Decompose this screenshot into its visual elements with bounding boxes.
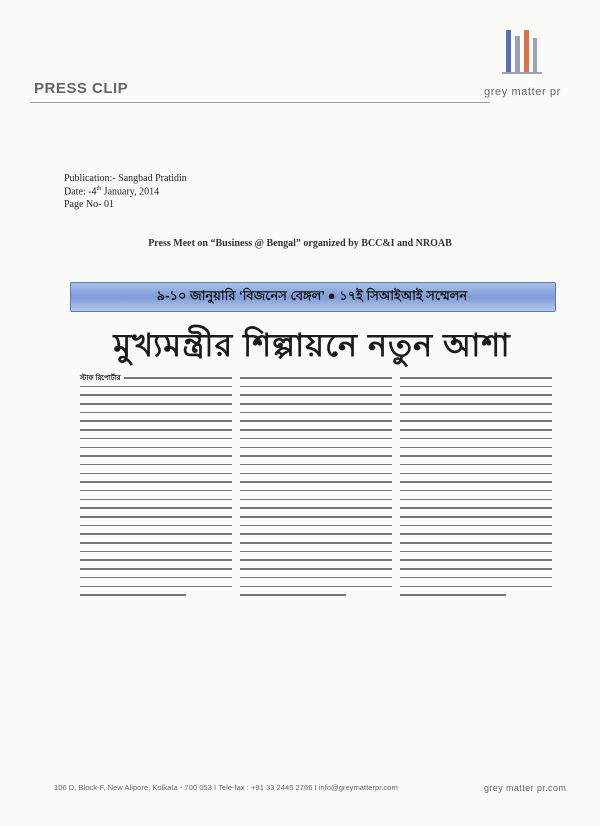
text-line: [240, 559, 392, 561]
text-line: [240, 551, 392, 553]
text-line: [80, 386, 232, 388]
press-clip-label: PRESS CLIP: [34, 80, 129, 97]
text-line: [400, 464, 552, 466]
text-line: [80, 507, 232, 509]
date-ordinal: th: [96, 186, 102, 192]
text-line: [80, 412, 232, 414]
text-line: [80, 586, 232, 588]
text-line: [400, 377, 552, 379]
text-line: [240, 473, 392, 475]
text-line: [80, 525, 232, 527]
text-line: [400, 499, 552, 501]
footer-website: grey matter pr.com: [484, 783, 567, 793]
text-line: [400, 594, 506, 596]
text-line: [400, 438, 552, 440]
text-line: [80, 429, 232, 431]
text-line: [400, 490, 552, 492]
text-line: [400, 420, 552, 422]
text-line: [240, 586, 392, 588]
text-line: [240, 455, 392, 457]
text-line: [400, 559, 552, 561]
brand-name: grey matter pr: [484, 86, 561, 98]
article-column-2: [240, 377, 392, 603]
text-line: [80, 420, 232, 422]
text-line: [80, 438, 232, 440]
text-line: [240, 464, 392, 466]
text-line: [400, 525, 552, 527]
date-line: [64, 186, 159, 197]
text-line: [80, 577, 232, 579]
text-line: [80, 594, 186, 596]
text-line: [240, 394, 392, 396]
text-line: [240, 490, 392, 492]
text-line: [80, 394, 232, 396]
text-line: [240, 481, 392, 483]
text-line: [240, 403, 392, 405]
text-line: [80, 403, 232, 405]
text-line: [400, 394, 552, 396]
article-byline: স্টাফ রিপোর্টার: [80, 372, 124, 384]
text-line: [80, 499, 232, 501]
text-line: [400, 586, 552, 588]
text-line: [80, 447, 232, 449]
clipping-main-title: মুখ্যমন্ত্রীর শিল্পায়নে নতুন আশা: [113, 327, 511, 363]
text-line: [240, 568, 392, 570]
text-line: [240, 386, 392, 388]
text-line: [80, 516, 232, 518]
text-line: [400, 542, 552, 544]
text-line: [400, 429, 552, 431]
page-number-line: Page No- 01: [64, 199, 114, 210]
text-line: [240, 429, 392, 431]
text-line: [80, 464, 232, 466]
text-line: [400, 481, 552, 483]
text-line: [80, 455, 232, 457]
date-suffix: January, 2014: [101, 186, 160, 198]
text-line: [240, 533, 392, 535]
text-line: [240, 516, 392, 518]
text-line: [400, 412, 552, 414]
stacked-bars-logo-icon: [502, 26, 542, 78]
text-line: [400, 473, 552, 475]
text-line: [400, 455, 552, 457]
text-line: [80, 481, 232, 483]
text-line: [240, 542, 392, 544]
text-line: [80, 490, 232, 492]
text-line: [80, 542, 232, 544]
text-line: [80, 551, 232, 553]
text-line: [80, 559, 232, 561]
text-line: [80, 473, 232, 475]
text-line: [400, 516, 552, 518]
text-line: [400, 551, 552, 553]
text-line: [400, 568, 552, 570]
text-line: [240, 594, 346, 596]
text-line: [240, 438, 392, 440]
text-line: [240, 499, 392, 501]
text-line: [240, 577, 392, 579]
text-line: [240, 525, 392, 527]
footer-address: 106 D, Block-F, New Alipore, Kolkata - 700 053 I Tele-fax : +91 33 2445 2766 I info@greymatterpr.com: [54, 783, 398, 792]
text-line: [240, 420, 392, 422]
clipping-banner-text: ৯-১০ জানুয়ারি ‘বিজনেস বেঙ্গল’ ● ১৭ই সিআইআই সম্মেলন: [156, 288, 468, 303]
clip-headline: Press Meet on “Business @ Bengal” organized by BCC&I and NROAB: [148, 238, 452, 249]
text-line: [400, 577, 552, 579]
article-column-3: [400, 377, 552, 603]
text-line: [240, 412, 392, 414]
text-line: [400, 403, 552, 405]
text-line: [240, 377, 392, 379]
text-line: [80, 533, 232, 535]
article-column-1: [80, 377, 232, 603]
text-line: [400, 507, 552, 509]
text-line: [80, 568, 232, 570]
text-line: [400, 447, 552, 449]
text-line: [240, 507, 392, 509]
publication-line: Publication:- Sangbad Pratidin: [64, 173, 187, 184]
text-line: [400, 386, 552, 388]
text-line: [240, 447, 392, 449]
text-line: [400, 533, 552, 535]
date-prefix: Date: -4: [64, 186, 97, 198]
header-divider: [30, 102, 490, 103]
